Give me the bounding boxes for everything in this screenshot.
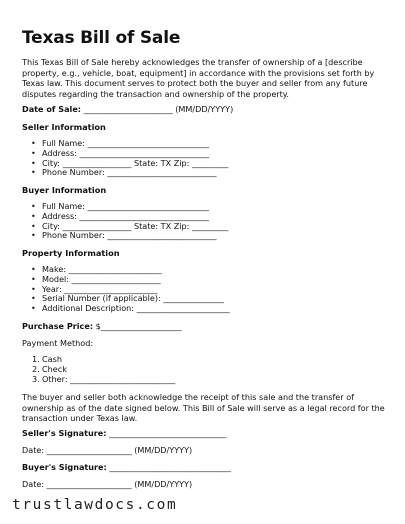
purchase-price-label: Purchase Price:	[22, 321, 94, 331]
property-description-field: • Additional Description: _______________________	[22, 304, 230, 314]
property-make-field: • Make: _______________________	[22, 265, 230, 275]
buyer-signature-label: Buyer's Signature:	[22, 462, 107, 472]
payment-option-text: Check	[42, 363, 67, 374]
seller-date-label: Date:	[22, 445, 45, 455]
property-fields	[22, 265, 230, 314]
closing-paragraph: The buyer and seller both acknowledge the receipt of this sale and the transfer of ownership as of the date signed below. This Bill of Sale will serve as a legal record for the transaction under Texas law.	[22, 392, 385, 424]
seller-address-field: • Address: ________________________________	[22, 149, 228, 159]
payment-option-other	[22, 375, 175, 385]
payment-option-number: 1.	[32, 354, 40, 364]
buyer-date-blank: _____________________	[46, 479, 132, 489]
intro-paragraph: This Texas Bill of Sale hereby acknowledges the transfer of ownership of a [describe property, e.g., vehicle, boat, equipment] in accordance with the provisions set forth by Texas law. This document serves to protect both the buyer and seller from any future disputes regarding the transaction and ownership of the property.	[22, 57, 375, 100]
purchase-price-line	[22, 321, 182, 331]
date-of-sale-blank: ______________________	[83, 104, 173, 114]
seller-city-field: • City: _________________ State: TX Zip: _________	[22, 159, 228, 169]
payment-option-number: 2.	[32, 363, 40, 374]
buyer-signature-line	[22, 462, 231, 472]
date-of-sale-line	[22, 104, 233, 114]
buyer-signature-blank: ______________________________	[109, 462, 231, 472]
buyer-date-line	[22, 479, 192, 489]
property-model-field: • Model: ______________________	[22, 275, 230, 285]
buyer-fields	[22, 202, 228, 241]
buyer-heading: Buyer Information	[22, 185, 107, 195]
site-watermark: trustlawdocs.com	[12, 497, 178, 513]
seller-signature-blank: _____________________________	[109, 428, 227, 438]
buyer-date-label: Date:	[22, 479, 45, 489]
seller-date-line	[22, 445, 192, 455]
date-of-sale-label: Date of Sale:	[22, 104, 82, 114]
seller-signature-label: Seller's Signature:	[22, 428, 107, 438]
buyer-date-format: (MM/DD/YYYY)	[134, 479, 193, 489]
buyer-address-field: • Address: ________________________________	[22, 212, 228, 222]
seller-date-format: (MM/DD/YYYY)	[134, 445, 193, 455]
payment-option-number: 3.	[32, 373, 40, 384]
seller-heading: Seller Information	[22, 122, 106, 132]
buyer-city-field: • City: _________________ State: TX Zip: _________	[22, 222, 228, 232]
purchase-price-value: $____________________	[95, 321, 182, 331]
seller-signature-line	[22, 428, 226, 438]
date-of-sale-format: (MM/DD/YYYY)	[175, 104, 234, 114]
seller-full-name-field: • Full Name: ______________________________	[22, 139, 228, 149]
property-heading: Property Information	[22, 248, 120, 258]
payment-options	[22, 355, 175, 384]
buyer-phone-field: • Phone Number: ___________________________	[22, 231, 228, 241]
buyer-full-name-field: • Full Name: ______________________________	[22, 202, 228, 212]
seller-date-blank: _____________________	[46, 445, 132, 455]
seller-phone-field: • Phone Number: ___________________________	[22, 168, 228, 178]
payment-option-text: Cash	[42, 354, 62, 364]
property-serial-field: • Serial Number (if applicable): _______________	[22, 294, 230, 304]
payment-option-text: Other: __________________________	[42, 373, 176, 384]
seller-fields	[22, 139, 228, 178]
document-title: Texas Bill of Sale	[22, 28, 181, 48]
payment-method-label: Payment Method:	[22, 338, 94, 348]
property-year-field: • Year: _______________________	[22, 285, 230, 295]
